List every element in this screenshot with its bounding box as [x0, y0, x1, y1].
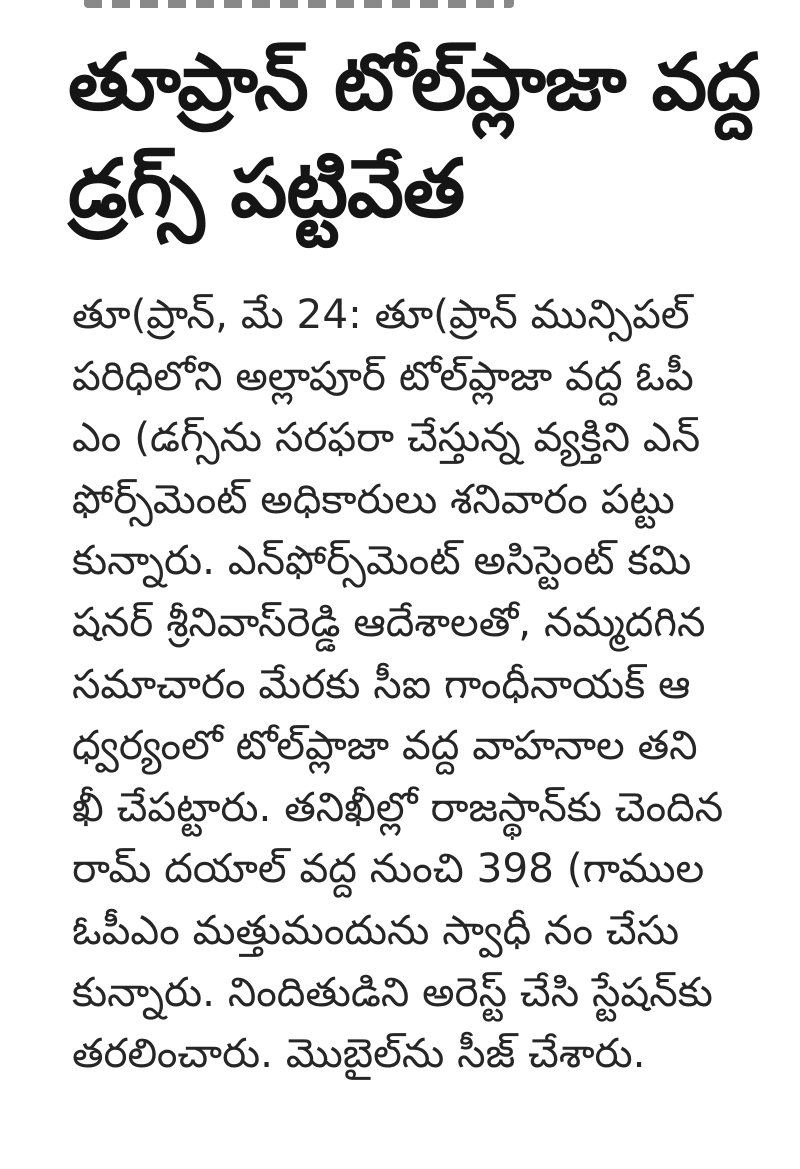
article-line-11: ఓపీఎం మత్తుమందును స్వాధీ నం చేసు	[72, 905, 680, 954]
article-line-9: ఖీ చేపట్టారు. తనిఖీల్లో రాజస్థాన్‌కు చెందిన	[72, 782, 724, 831]
article-line-2: పరిధిలోని అల్లాపూర్ టోల్‌ప్లాజా వద్ద ఓపీ	[72, 351, 694, 400]
article-line-12: కున్నారు. నిందితుడిని అరెస్ట్ చేసి స్టేషన్‌కు	[72, 967, 713, 1016]
headline-line-1: తూప్రాన్ టోల్‌ప్లాజా వద్ద	[68, 38, 761, 128]
article-line-5: కున్నారు. ఎన్‌ఫోర్స్‌మెంట్ అసిస్టెంట్ కమి	[72, 536, 692, 585]
article-line-7: సమాచారం మేరకు సీఐ గాంధీనాయక్ ఆ	[72, 659, 691, 708]
article-line-10: రామ్ దయాల్ వద్ద నుంచి 398 (గాముల	[72, 844, 705, 893]
headline-line-2: డ్రగ్స్ పట్టివేత	[68, 142, 465, 235]
article-line-6: షనర్ శ్రీనివాస్‌రెడ్డి ఆదేశాలతో, నమ్మదగిన	[72, 597, 706, 646]
article-line-13: తరలించారు. మొబైల్‌ను సీజ్ చేశారు.	[72, 1029, 646, 1078]
clipped-previous-text	[84, 0, 514, 8]
article-line-3: ఎం (డగ్స్‌ను సరఫరా చేస్తున్న వ్యక్తిని ఎన్	[72, 413, 701, 462]
article-body	[72, 284, 782, 1085]
article-line-1: తూ(ప్రాన్, మే 24: తూ(ప్రాన్ మున్సిపల్	[72, 290, 690, 338]
article-headline	[68, 30, 768, 242]
article-line-4: ఫోర్స్‌మెంట్ అధికారులు శనివారం పట్టు	[72, 474, 675, 523]
clipped-text-fragment	[84, 0, 514, 8]
article-line-8: ధ్వర్యంలో టోల్‌ప్లాజా వద్ద వాహనాల తని	[72, 721, 698, 770]
